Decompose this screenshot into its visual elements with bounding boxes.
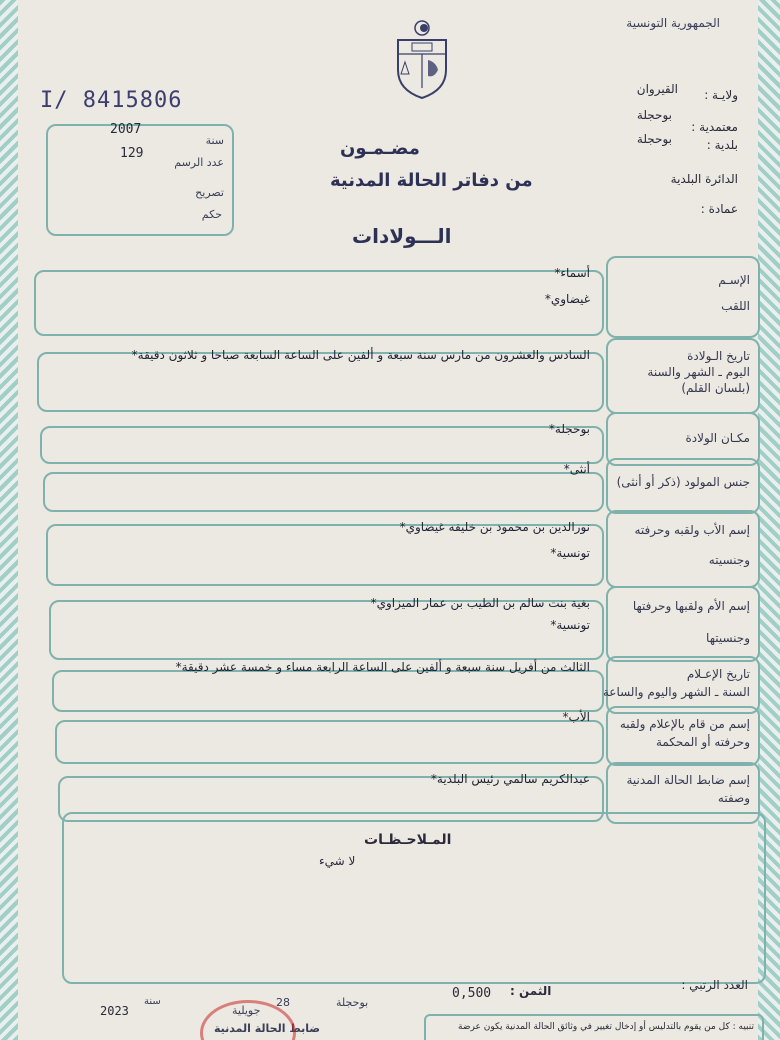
field-label-text: إسم الأب ولقبه وحرفته — [634, 523, 750, 537]
registry-number-label: عدد الرسم — [174, 156, 224, 169]
registry-year-value: 2007 — [110, 122, 142, 137]
field-label-text: إسم ضابط الحالة المدنية — [626, 773, 750, 787]
municipality-label: بلدية : — [706, 138, 738, 152]
field-label-cell — [606, 586, 760, 662]
field-label-cell — [606, 256, 760, 338]
field-value-cell — [55, 720, 604, 764]
municipal-district-label: الدائرة البلدية — [670, 172, 738, 186]
field-value-text: أنثى* — [563, 462, 590, 476]
legal-notice-box — [424, 1014, 764, 1040]
declaration-label: تصريح — [195, 186, 224, 199]
field-value-cell — [52, 670, 604, 712]
field-label-text: (بلسان القلم) — [681, 381, 750, 395]
issue-year-label: سنة — [144, 996, 161, 1007]
governorate-label: ولايـة : — [704, 88, 738, 102]
field-label-cell — [606, 510, 760, 588]
ordinal-number-label: العدد الرتبي : — [681, 978, 748, 992]
registry-number-value: 129 — [120, 146, 144, 161]
field-label-text: جنس المولود (ذكر أو أنثى) — [616, 475, 750, 489]
price-value: 0,500 — [452, 986, 492, 1001]
field-label-text: وجنسيتها — [706, 631, 750, 645]
field-label-text: تاريخ الإعـلام — [686, 667, 750, 681]
coat-of-arms-icon — [392, 18, 452, 108]
field-value-text: غيضاوي* — [544, 292, 590, 306]
remarks-value: لا شيء — [319, 854, 356, 868]
field-label-cell — [606, 706, 760, 766]
field-value-text: بوحجلة* — [548, 422, 590, 436]
signatory-title: ضابط الحالة المدنية — [214, 1022, 321, 1035]
issue-day: 28 — [276, 996, 290, 1009]
field-value-text: الأب* — [562, 710, 590, 724]
document-title-births: الـــولادات — [352, 224, 452, 248]
document-title-line1: مضـمـون — [340, 138, 420, 159]
field-value-cell — [40, 426, 604, 464]
field-label-text: وحرفته أو المحكمة — [655, 735, 750, 749]
field-label-text: الإسـم — [718, 273, 750, 287]
field-label-text: اللقب — [721, 299, 750, 313]
field-label-text: اليوم ـ الشهر والسنة — [647, 365, 750, 379]
field-label-text: إسم من قام بالإعلام ولقبه — [619, 717, 750, 731]
field-label-cell — [606, 458, 760, 514]
place-of-issue: بوحجلة — [336, 996, 369, 1009]
omda-label: عمادة : — [700, 202, 738, 216]
field-label-text: مكـان الولادة — [685, 431, 750, 445]
document-title-line2: من دفاتر الحالة المدنية — [330, 170, 533, 191]
field-value-cell — [43, 472, 604, 512]
field-value-text: الثالث من أفريل سنة سبعة و ألفين على الساعة الرابعة مساء و خمسة عشر دقيقة* — [175, 660, 590, 674]
remarks-title: المـلاحـظـات — [364, 832, 452, 848]
republic-heading: الجمهورية التونسية — [626, 16, 720, 30]
registry-box — [46, 124, 234, 236]
judgment-label: حكم — [201, 208, 222, 221]
field-value-text: تونسية* — [550, 618, 590, 632]
field-value-text: عبدالكريم سالمي رئيس البلدية* — [430, 772, 590, 786]
field-value-text: تونسية* — [550, 546, 590, 560]
delegation-label: معتمدية : — [691, 120, 738, 134]
issue-month: جويلية — [232, 1004, 261, 1017]
municipality-value: بوحجلة — [636, 132, 672, 146]
field-value-text: نورالدين بن محمود بن خليفه غيضاوي* — [399, 520, 590, 534]
governorate-value: القيروان — [636, 82, 678, 96]
document-serial-number: I/ 8415806 — [40, 88, 183, 113]
decorative-border-left — [0, 0, 18, 1040]
issue-year-value: 2023 — [100, 1004, 129, 1018]
field-label-text: تاريخ الـولادة — [687, 349, 750, 363]
field-label-text: وصفته — [717, 791, 750, 805]
field-value-cell — [34, 270, 604, 336]
registry-year-label: سنة — [205, 134, 224, 147]
field-value-text: أسماء* — [554, 266, 590, 280]
legal-notice-text: تنبيه : كل من يقوم بالتدليس أو إدخال تغيير في وثائق الحالة المدنية يكون عرضة — [458, 1022, 754, 1032]
field-label-cell — [606, 338, 760, 414]
price-label: الثمن : — [510, 984, 552, 998]
delegation-value: بوحجلة — [636, 108, 672, 122]
remarks-box — [62, 812, 766, 984]
field-label-text: إسم الأم ولقبها وحرفتها — [632, 599, 750, 613]
field-label-text: السنة ـ الشهر واليوم والساعة — [602, 685, 750, 699]
field-label-text: وجنسيته — [708, 553, 750, 567]
field-value-text: السادس والعشرون من مارس سنة سبعة و ألفين على الساعة السابعة صباحا و ثلاثون دقيقة* — [131, 348, 590, 362]
field-value-text: بغية بنت سالم بن الطيب بن عمار الميزاوي* — [370, 596, 590, 610]
